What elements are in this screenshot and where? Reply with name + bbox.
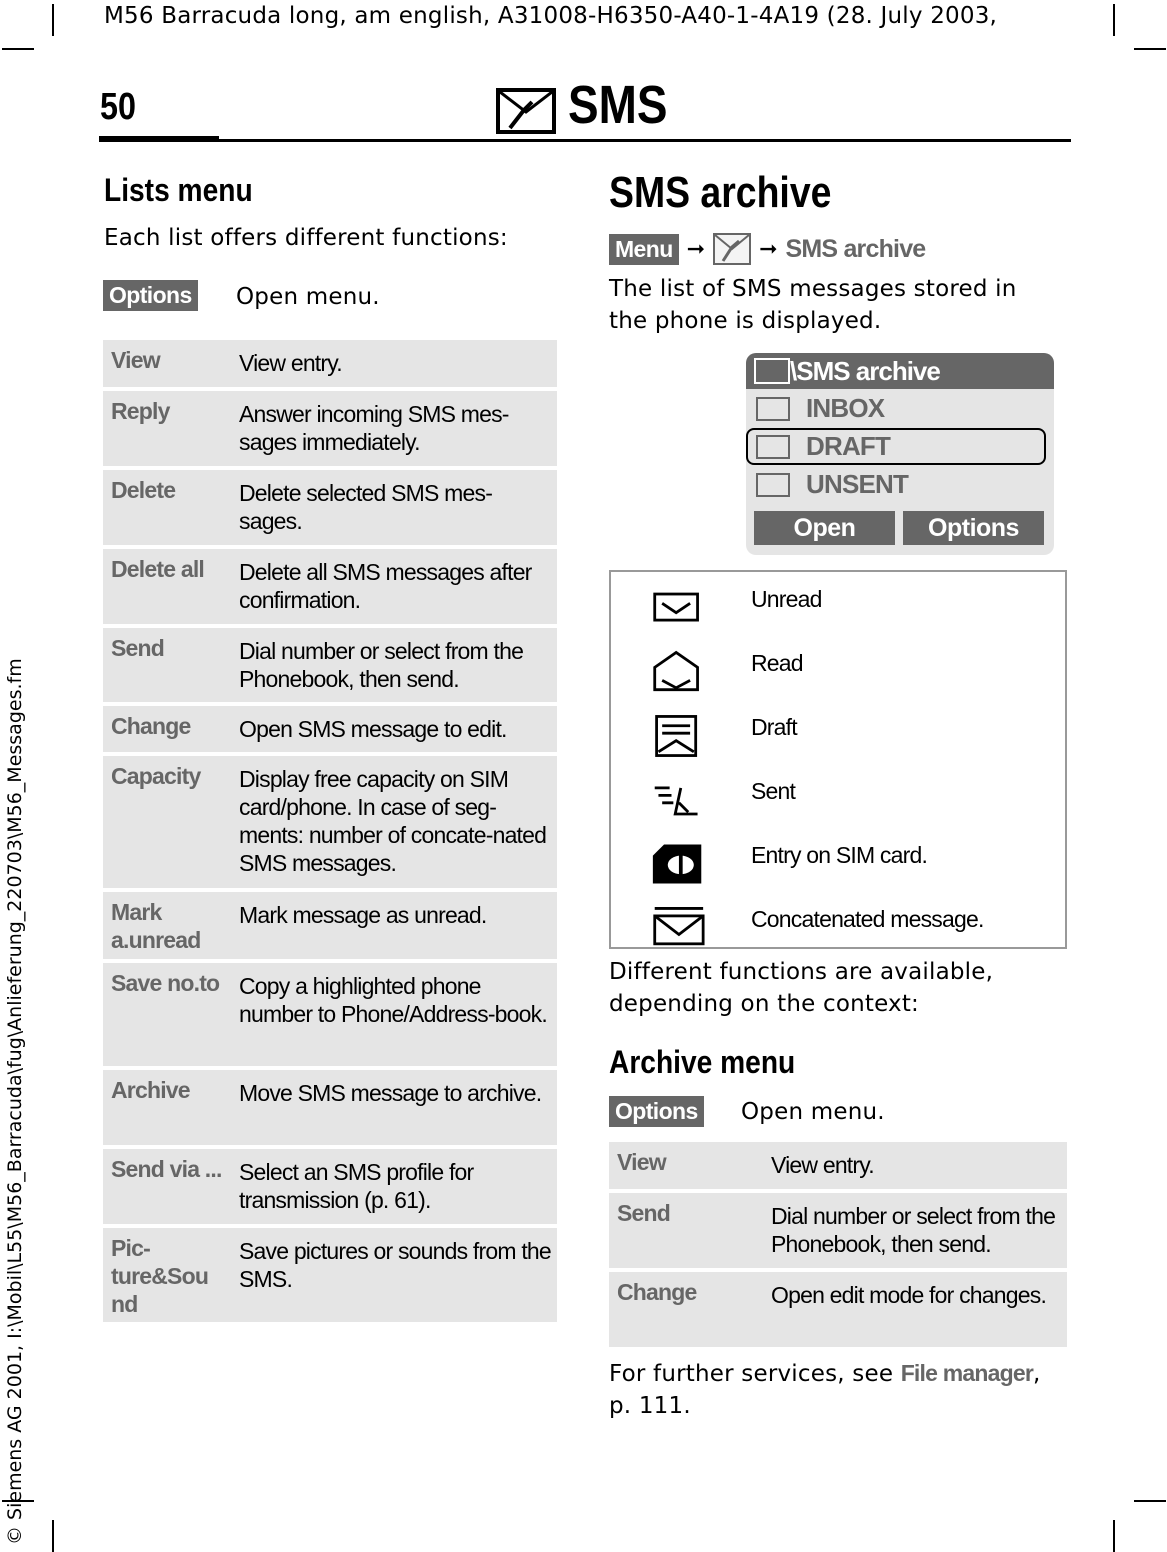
open-softkey[interactable]: Open (754, 511, 895, 545)
row-label: Capacity (111, 763, 201, 789)
archive-intro: The list of SMS messages stored in the phone is displayed. (609, 276, 1017, 334)
row-description: Delete selected SMS mes-sages. (239, 480, 493, 534)
row-label: Delete (111, 477, 176, 503)
row-label: Reply (111, 398, 170, 424)
options-description: Open menu. (236, 284, 380, 310)
folder-item-unsent[interactable] (746, 466, 1046, 503)
folder-label: UNSENT (806, 469, 909, 499)
table-row (103, 706, 557, 756)
table-row (103, 963, 557, 1070)
file-manager-link[interactable]: File manager (900, 1360, 1033, 1386)
document-info: M56 Barracuda long, am english, A31008-H6350-A40-1-4A19 (28. July 2003, (104, 3, 998, 29)
row-label: Change (111, 713, 191, 739)
archive-menu-table (609, 1142, 1067, 1351)
sent-icon (651, 778, 705, 822)
table-row (103, 1228, 557, 1326)
row-description: Dial number or select from the Phonebook, then send. (771, 1203, 1056, 1257)
row-label: Save no.to (111, 970, 220, 996)
table-row (609, 1272, 1067, 1351)
menu-path (609, 233, 925, 265)
arrow-icon: ➞ (759, 236, 778, 261)
icon-description: Concatenated message. (751, 906, 984, 932)
table-row (103, 892, 557, 963)
table-row (103, 391, 557, 470)
folder-icon (754, 358, 790, 384)
row-label: Send (111, 635, 165, 661)
path-target: SMS archive (785, 234, 926, 263)
row-label: Pic-ture&Sou nd (111, 1235, 209, 1317)
table-row (103, 1070, 557, 1149)
page-number: 50 (100, 86, 136, 128)
context-text: Different functions are available, depending on the context: (609, 959, 994, 1017)
row-label: View (617, 1149, 666, 1175)
folder-label: DRAFT (806, 431, 891, 461)
folder-icon (756, 473, 790, 497)
draft-icon (651, 714, 705, 758)
row-description: Move SMS message to archive. (239, 1080, 542, 1106)
row-label: Change (617, 1279, 697, 1305)
row-description: View entry. (239, 350, 342, 376)
sim-card-icon (651, 842, 705, 886)
row-description: Display free capacity on SIM card/phone. In case of seg-ments: number of concate-nated SMS messages. (239, 766, 547, 876)
row-label: Send (617, 1200, 671, 1226)
icon-legend-row (611, 580, 1068, 640)
sms-icon (713, 233, 751, 265)
row-description: Delete all SMS messages after confirmation. (239, 559, 532, 613)
row-description: Open edit mode for changes. (771, 1282, 1047, 1308)
sms-archive-heading: SMS archive (609, 168, 832, 217)
concatenated-icon (651, 906, 705, 950)
menu-softkey[interactable]: Menu (609, 234, 679, 265)
lists-menu-heading: Lists menu (104, 172, 253, 208)
unread-icon (651, 586, 705, 630)
icon-legend-row (611, 836, 1068, 896)
row-label: Mark a.unread (111, 899, 201, 953)
row-description: Copy a highlighted phone number to Phone/Address-book. (239, 973, 547, 1027)
screen-title: \SMS archive (790, 355, 940, 386)
icon-legend-table (609, 570, 1067, 949)
row-description: Answer incoming SMS mes-sages immediately. (239, 401, 509, 455)
row-description: Save pictures or sounds from the SMS. (239, 1238, 551, 1292)
lists-menu-table (103, 340, 557, 1326)
table-row (103, 628, 557, 706)
footer-prefix: For further services, see (609, 1361, 901, 1387)
table-row (103, 470, 557, 549)
folder-label: INBOX (806, 393, 885, 423)
folder-icon (756, 397, 790, 421)
row-description: Mark message as unread. (239, 902, 487, 928)
icon-legend-row (611, 772, 1068, 832)
icon-description: Draft (751, 714, 797, 740)
options-softkey[interactable]: Options (103, 280, 198, 311)
folder-item-inbox[interactable] (746, 390, 1046, 427)
arrow-icon: ➞ (686, 236, 706, 261)
table-row (103, 340, 557, 391)
icon-legend-row (611, 644, 1068, 704)
footer-text (609, 1357, 1064, 1422)
icon-legend-row (611, 708, 1068, 768)
row-description: Select an SMS profile for transmission (p. 61). (239, 1159, 474, 1213)
section-title: SMS (568, 75, 668, 135)
row-label: Send via ... (111, 1156, 222, 1182)
row-description: View entry. (771, 1152, 874, 1178)
sms-envelope-icon (496, 88, 556, 134)
options-softkey[interactable]: Options (903, 511, 1044, 545)
folder-item-draft[interactable] (746, 428, 1046, 465)
table-row (103, 756, 557, 892)
phone-screen (746, 353, 1054, 555)
icon-description: Unread (751, 586, 822, 612)
row-label: Delete all (111, 556, 204, 582)
icon-description: Read (751, 650, 803, 676)
header-rule (219, 139, 1071, 142)
icon-description: Entry on SIM card. (751, 842, 928, 868)
row-description: Open SMS message to edit. (239, 716, 507, 742)
table-row (609, 1142, 1067, 1193)
icon-description: Sent (751, 778, 796, 804)
folder-icon (756, 435, 790, 459)
archive-menu-heading: Archive menu (609, 1044, 796, 1080)
icon-legend-row (611, 900, 1068, 960)
side-file-path: © Siemens AG 2001, I:\Mobil\L55\M56_Barracuda\fug\Anlieferung_220703\M56_Messages.fm (4, 658, 26, 1545)
row-label: Archive (111, 1077, 190, 1103)
row-label: View (111, 347, 160, 373)
table-row (103, 1149, 557, 1228)
footer-suffix: , p. 111. (609, 1361, 1041, 1419)
table-row (103, 549, 557, 628)
archive-options-softkey[interactable]: Options (609, 1096, 704, 1127)
row-description: Dial number or select from the Phonebook, then send. (239, 638, 524, 692)
archive-options-description: Open menu. (741, 1099, 885, 1125)
read-icon (651, 650, 705, 694)
lists-menu-intro: Each list offers different functions: (104, 225, 508, 251)
table-row (609, 1193, 1067, 1272)
